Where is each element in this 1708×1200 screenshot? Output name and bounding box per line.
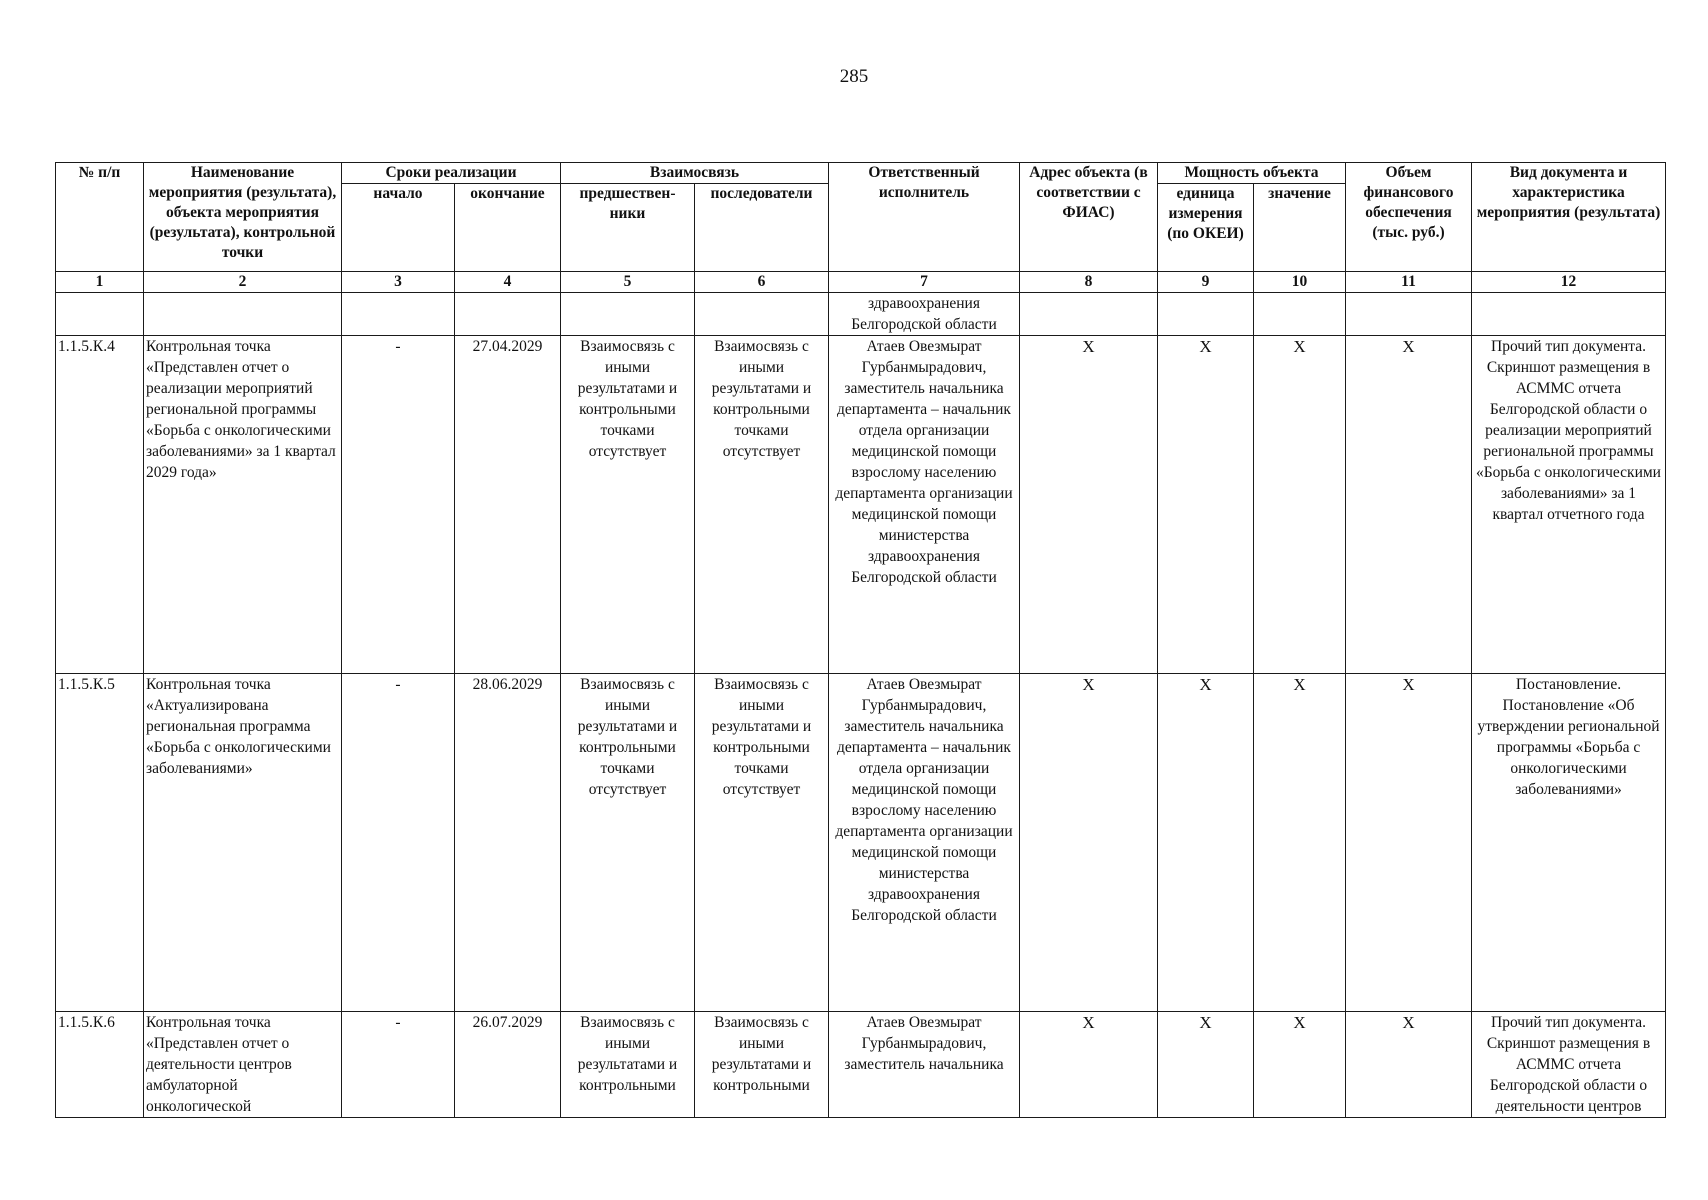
row-unit: Х: [1158, 674, 1254, 1012]
header-start: начало: [342, 184, 455, 272]
row-successors: Взаимосвязь с иными результатами и контрольными: [695, 1012, 829, 1118]
header-link: Взаимосвязь: [561, 163, 829, 184]
col-number: 10: [1254, 272, 1346, 293]
row-address: Х: [1020, 336, 1158, 674]
row-value: Х: [1254, 1012, 1346, 1118]
row-successors: Взаимосвязь с иными результатами и контрольными точками отсутствует: [695, 674, 829, 1012]
row-name: Контрольная точка «Представлен отчет о деятельности центров амбулаторной онкологической: [144, 1012, 342, 1118]
row-name: Контрольная точка «Актуализирована региональная программа «Борьба с онкологическими заболеваниями»: [144, 674, 342, 1012]
col-number: 7: [829, 272, 1020, 293]
row-id: 1.1.5.К.6: [56, 1012, 144, 1118]
header-value: значение: [1254, 184, 1346, 272]
row-start: -: [342, 336, 455, 674]
row-predecessors: Взаимосвязь с иными результатами и контрольными точками отсутствует: [561, 336, 695, 674]
header-successors: последователи: [695, 184, 829, 272]
row-address: Х: [1020, 674, 1158, 1012]
row-value: Х: [1254, 674, 1346, 1012]
col-number: 4: [455, 272, 561, 293]
table-row-continuation: [56, 293, 1666, 336]
row-unit: Х: [1158, 1012, 1254, 1118]
col-number: 3: [342, 272, 455, 293]
col-number: 2: [144, 272, 342, 293]
row-document: Постановление. Постановление «Об утверждении региональной программы «Борьба с онкологическими заболеваниями»: [1472, 674, 1666, 1012]
row-end: 28.06.2029: [455, 674, 561, 1012]
plan-table: [55, 162, 1666, 1118]
row-finance: Х: [1346, 336, 1472, 674]
header-address: Адрес объекта (в соответствии с ФИАС): [1020, 163, 1158, 272]
table-row: [56, 1012, 1666, 1118]
row-successors: Взаимосвязь с иными результатами и контрольными точками отсутствует: [695, 336, 829, 674]
header-row-1: [56, 163, 1666, 184]
row-id: 1.1.5.К.4: [56, 336, 144, 674]
continuation-text: здравоохранения Белгородской области: [829, 293, 1020, 336]
header-unit: единица измерения (по ОКЕИ): [1158, 184, 1254, 272]
row-start: -: [342, 674, 455, 1012]
table-row: [56, 674, 1666, 1012]
header-number: № п/п: [56, 163, 144, 272]
header-end: окончание: [455, 184, 561, 272]
header-responsible: Ответственный исполнитель: [829, 163, 1020, 272]
row-end: 27.04.2029: [455, 336, 561, 674]
row-end: 26.07.2029: [455, 1012, 561, 1118]
row-finance: Х: [1346, 674, 1472, 1012]
col-number: 8: [1020, 272, 1158, 293]
col-number: 6: [695, 272, 829, 293]
col-number: 12: [1472, 272, 1666, 293]
row-finance: Х: [1346, 1012, 1472, 1118]
col-number: 9: [1158, 272, 1254, 293]
header-predecessors: предшествен-ники: [561, 184, 695, 272]
column-number-row: [56, 272, 1666, 293]
row-id: 1.1.5.К.5: [56, 674, 144, 1012]
row-address: Х: [1020, 1012, 1158, 1118]
row-predecessors: Взаимосвязь с иными результатами и контрольными точками отсутствует: [561, 674, 695, 1012]
col-number: 11: [1346, 272, 1472, 293]
row-responsible: Атаев Овезмырат Гурбанмырадович, заместитель начальника департамента – начальник отдела организации медицинской помощи взрослому населению департамента организации медицинской помощи министерства здравоохранения Белгородской области: [829, 336, 1020, 674]
row-predecessors: Взаимосвязь с иными результатами и контрольными: [561, 1012, 695, 1118]
row-document: Прочий тип документа. Скриншот размещения в АСММС отчета Белгородской области о реализации мероприятий региональной программы «Борьба с онкологическими заболеваниями» за 1 квартал отчетного года: [1472, 336, 1666, 674]
row-name: Контрольная точка «Представлен отчет о реализации мероприятий региональной программы «Борьба с онкологическими заболеваниями» за 1 квартал 2029 года»: [144, 336, 342, 674]
row-unit: Х: [1158, 336, 1254, 674]
header-power: Мощность объекта: [1158, 163, 1346, 184]
row-value: Х: [1254, 336, 1346, 674]
table-row: [56, 336, 1666, 674]
col-number: 1: [56, 272, 144, 293]
header-terms: Сроки реализации: [342, 163, 561, 184]
header-name: Наименование мероприятия (результата), объекта мероприятия (результата), контрольной точки: [144, 163, 342, 272]
row-document: Прочий тип документа. Скриншот размещения в АСММС отчета Белгородской области о деятельности центров: [1472, 1012, 1666, 1118]
header-finance: Объем финансового обеспечения (тыс. руб.): [1346, 163, 1472, 272]
row-responsible: Атаев Овезмырат Гурбанмырадович, заместитель начальника департамента – начальник отдела организации медицинской помощи взрослому населению департамента организации медицинской помощи министерства здравоохранения Белгородской области: [829, 674, 1020, 1012]
header-document: Вид документа и характеристика мероприятия (результата): [1472, 163, 1666, 272]
row-responsible: Атаев Овезмырат Гурбанмырадович, заместитель начальника: [829, 1012, 1020, 1118]
col-number: 5: [561, 272, 695, 293]
page-number: 285: [839, 66, 869, 87]
row-start: -: [342, 1012, 455, 1118]
